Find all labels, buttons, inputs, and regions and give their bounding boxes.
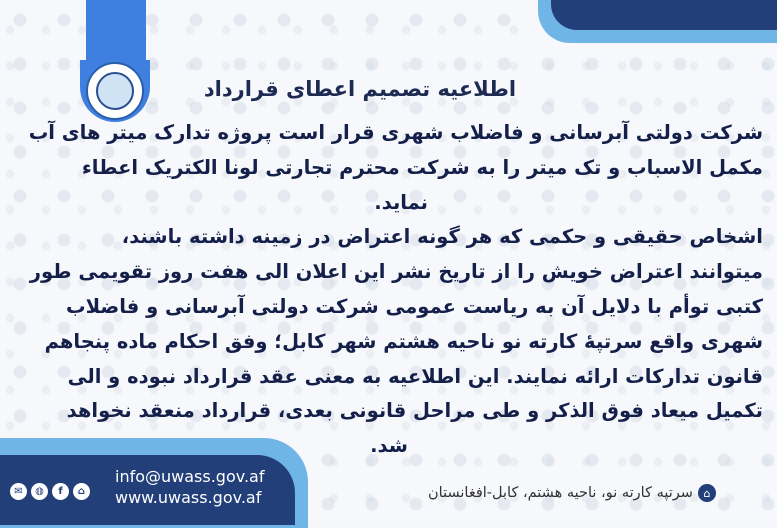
body-line: شرکت دولتی آبرسانی و فاضلاب شهری قرار است پروژه تدارک میتر های آب [28,121,763,144]
announcement-title: اطلاعیه تصمیم اعطای قرارداد [203,77,517,101]
body-line: شد. [370,434,408,458]
body-line: تکمیل میعاد فوق الذکر و طی مراحل قانونی بعدی، قرارداد منعقد نخواهد [66,399,763,423]
announcement-body [23,116,763,464]
home-icon: ⌂ [698,484,716,502]
body-line: اشخاص حقیقی و حکمی که هر گونه اعتراض در زمینه داشته باشند، [121,225,763,249]
facebook-icon[interactable]: f [52,483,69,500]
body-line: شهری واقع سرتپهٔ کارته نو ناحیه هشتم شهر کابل؛ وفق احکام ماده پنجاهم [44,329,763,353]
water-tap-logo-icon [96,72,134,110]
globe-icon[interactable]: ◍ [31,483,48,500]
body-line: نماید. [374,190,428,214]
address-text: سرتپه کارته نو، ناحیه هشتم، کابل-افغانستان [428,485,693,501]
home-icon[interactable]: ⌂ [73,483,90,500]
email-icon[interactable]: ✉ [10,483,27,500]
body-line: مکمل الاسباب و تک میتر را به شرکت محترم تجارتی لونا الکتریک اعطاء [81,155,763,179]
email-link[interactable]: info@uwass.gov.af [115,467,265,486]
address [428,484,716,502]
website-link[interactable]: www.uwass.gov.af [115,488,262,507]
contact-info [115,466,265,508]
social-icons [10,483,90,500]
top-decor-bar [551,0,777,30]
uwass-logo [86,62,144,120]
body-line: کتبی توأم با دلایل آن به ریاست عمومی شرکت دولتی آبرسانی و فاضلاب [65,294,763,318]
body-line: قانون تدارکات ارائه نمایند. این اطلاعیه به معنی عقد قرارداد نبوده و الی [67,364,763,388]
body-line: میتوانند اعتراض خویش را از تاریخ نشر این اعلان الی هفت روز تقویمی طور [29,260,763,284]
